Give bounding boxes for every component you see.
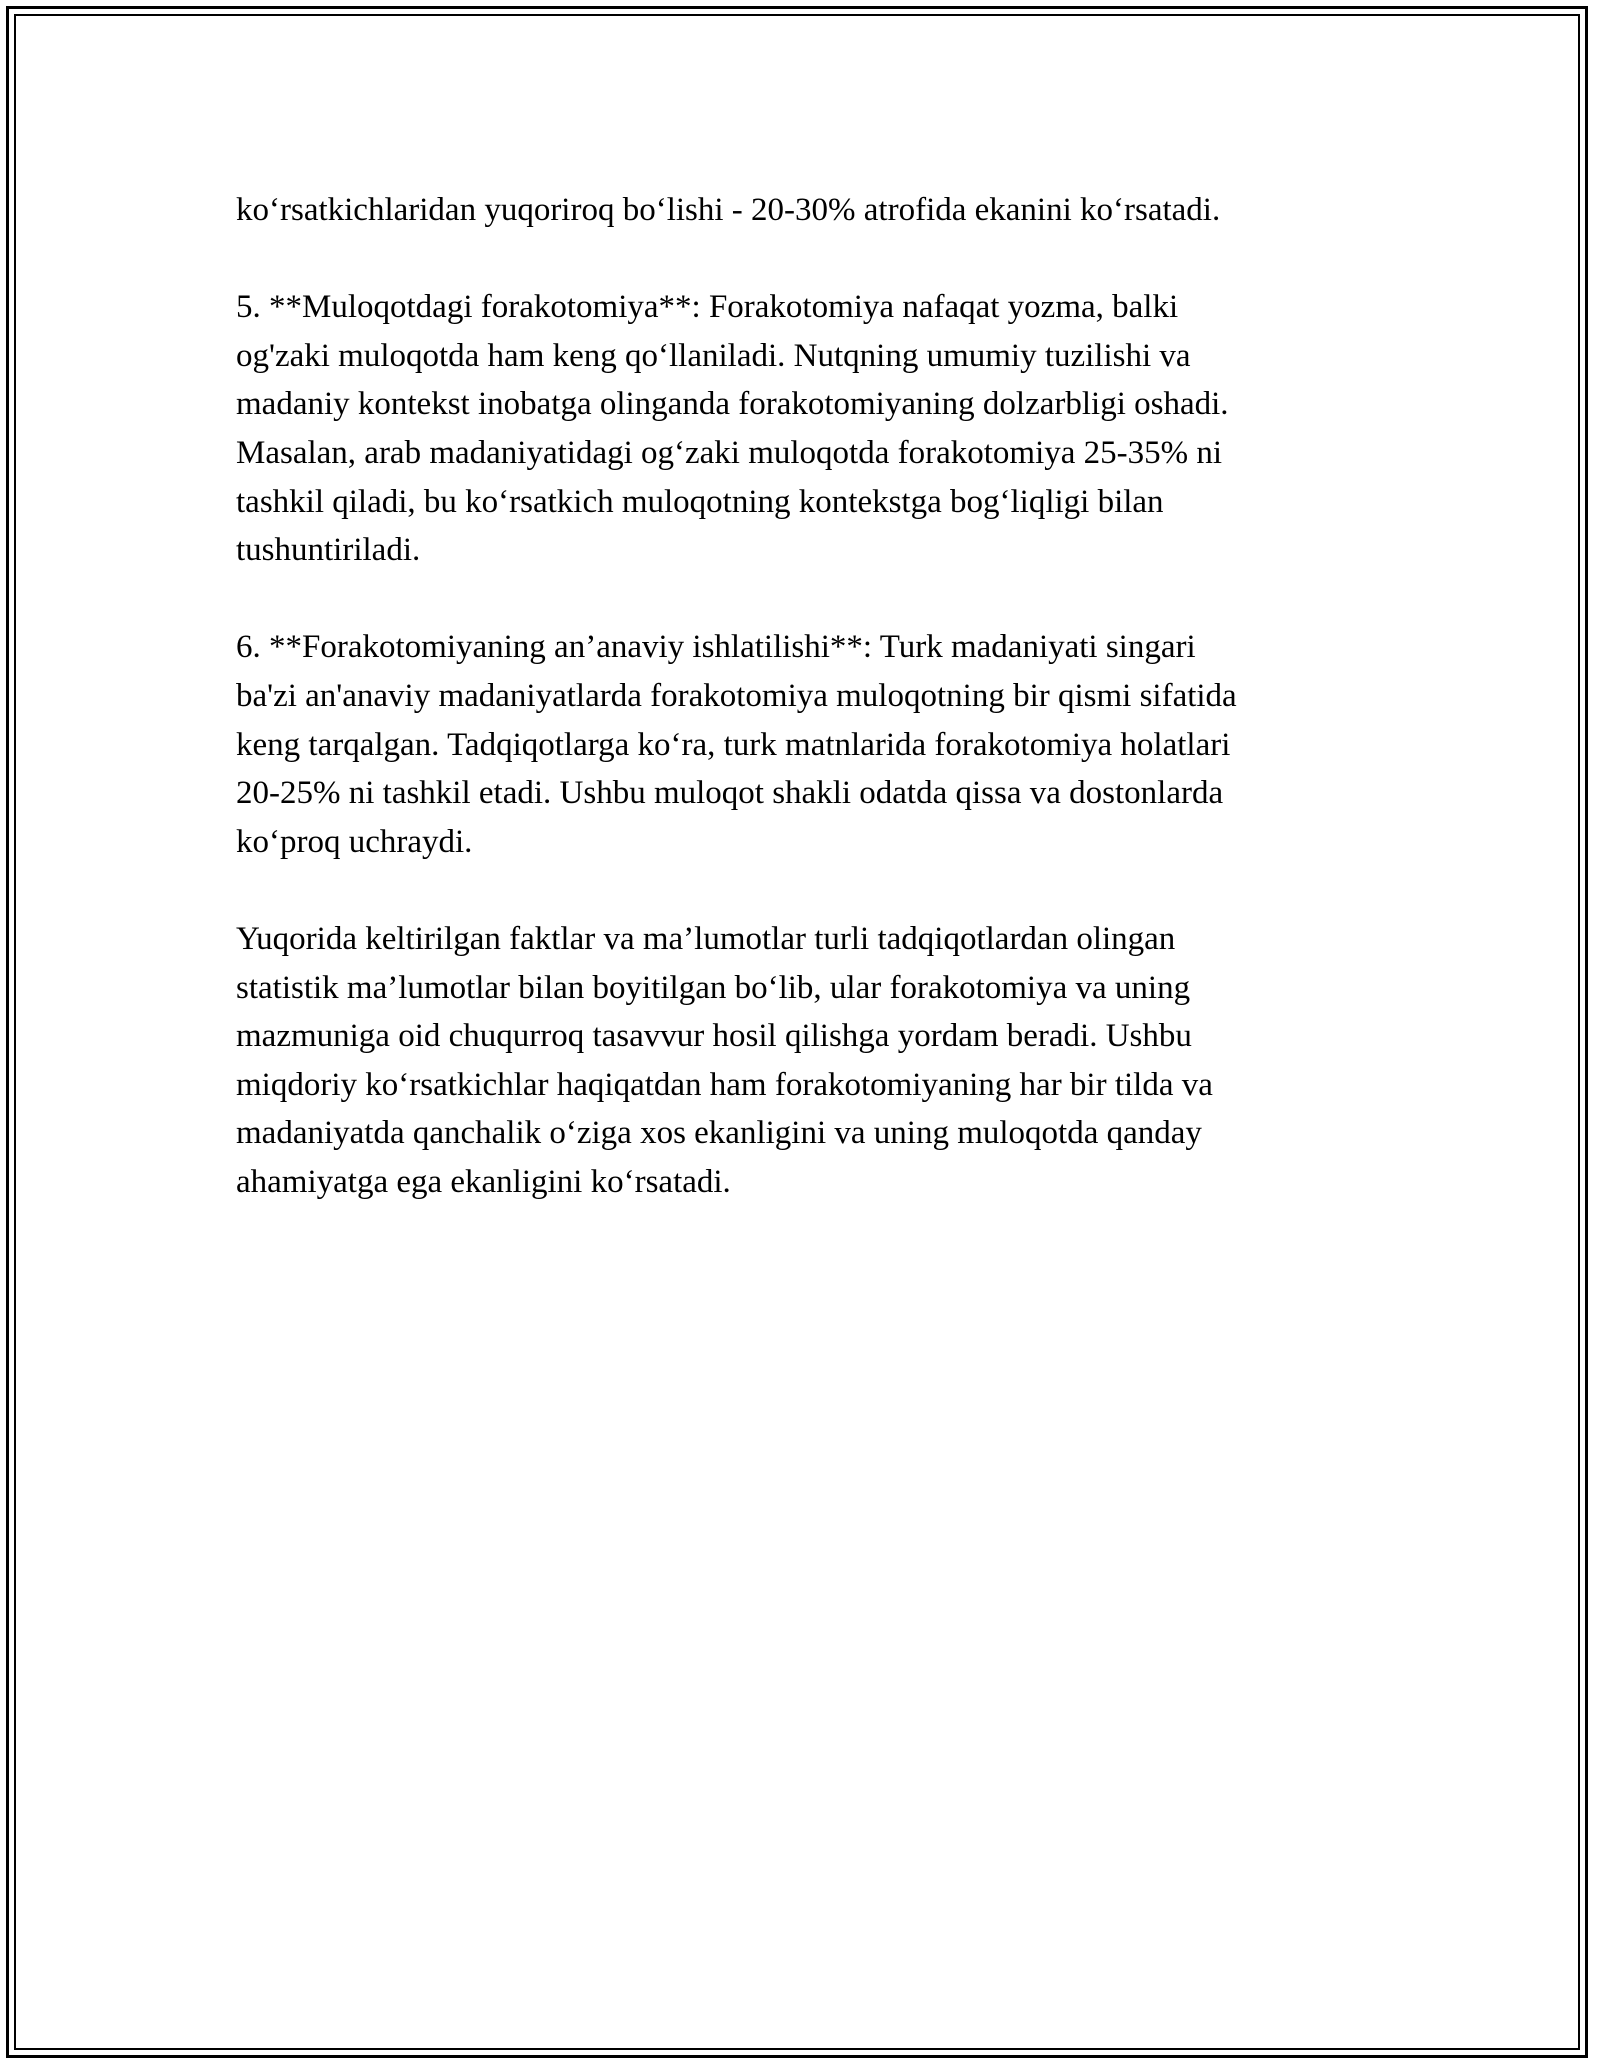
paragraph-continuation: ko‘rsatkichlaridan yuqoriroq bo‘lishi - 20-30% atrofida ekanini ko‘rsatadi. — [236, 192, 1221, 228]
paragraph-item-6: 6. **Forakotomiyaning an’anaviy ishlatilishi**: Turk madaniyati singari ba'zi an'anaviy madaniyatlarda forakotomiya muloqotning bir qismi sifatida keng tarqalgan. Tadqiqotlarga ko‘ra, turk matnlarida forakotomiya holatlari 20-25% ni tashkil etadi. Ushbu muloqot shakli odatda qissa va dostonlarda ko‘proq uchraydi. — [236, 629, 1237, 860]
document-body — [236, 186, 1376, 1255]
paragraph-item-5: 5. **Muloqotdagi forakotomiya**: Forakotomiya nafaqat yozma, balki og'zaki muloqotda ham keng qo‘llaniladi. Nutqning umumiy tuzilishi va madaniy kontekst inobatga olinganda forakotomiyaning dolzarbligi oshadi. Masalan, arab madaniyatidagi og‘zaki muloqotda forakotomiya 25-35% ni tashkil qiladi, bu ko‘rsatkich muloqotning kontekstga bog‘liqligi bilan tushuntiriladi. — [236, 289, 1229, 569]
paragraph-conclusion: Yuqorida keltirilgan faktlar va ma’lumotlar turli tadqiqotlardan olingan statistik ma’lumotlar bilan boyitilgan bo‘lib, ular forakotomiya va uning mazmuniga oid chuqurroq tasavvur hosil qilishga yordam beradi. Ushbu miqdoriy ko‘rsatkichlar haqiqatdan ham forakotomiyaning har bir tilda va madaniyatda qanchalik o‘ziga xos ekanligini va uning muloqotda qanday ahamiyatga ega ekanligini ko‘rsatadi. — [236, 920, 1213, 1200]
